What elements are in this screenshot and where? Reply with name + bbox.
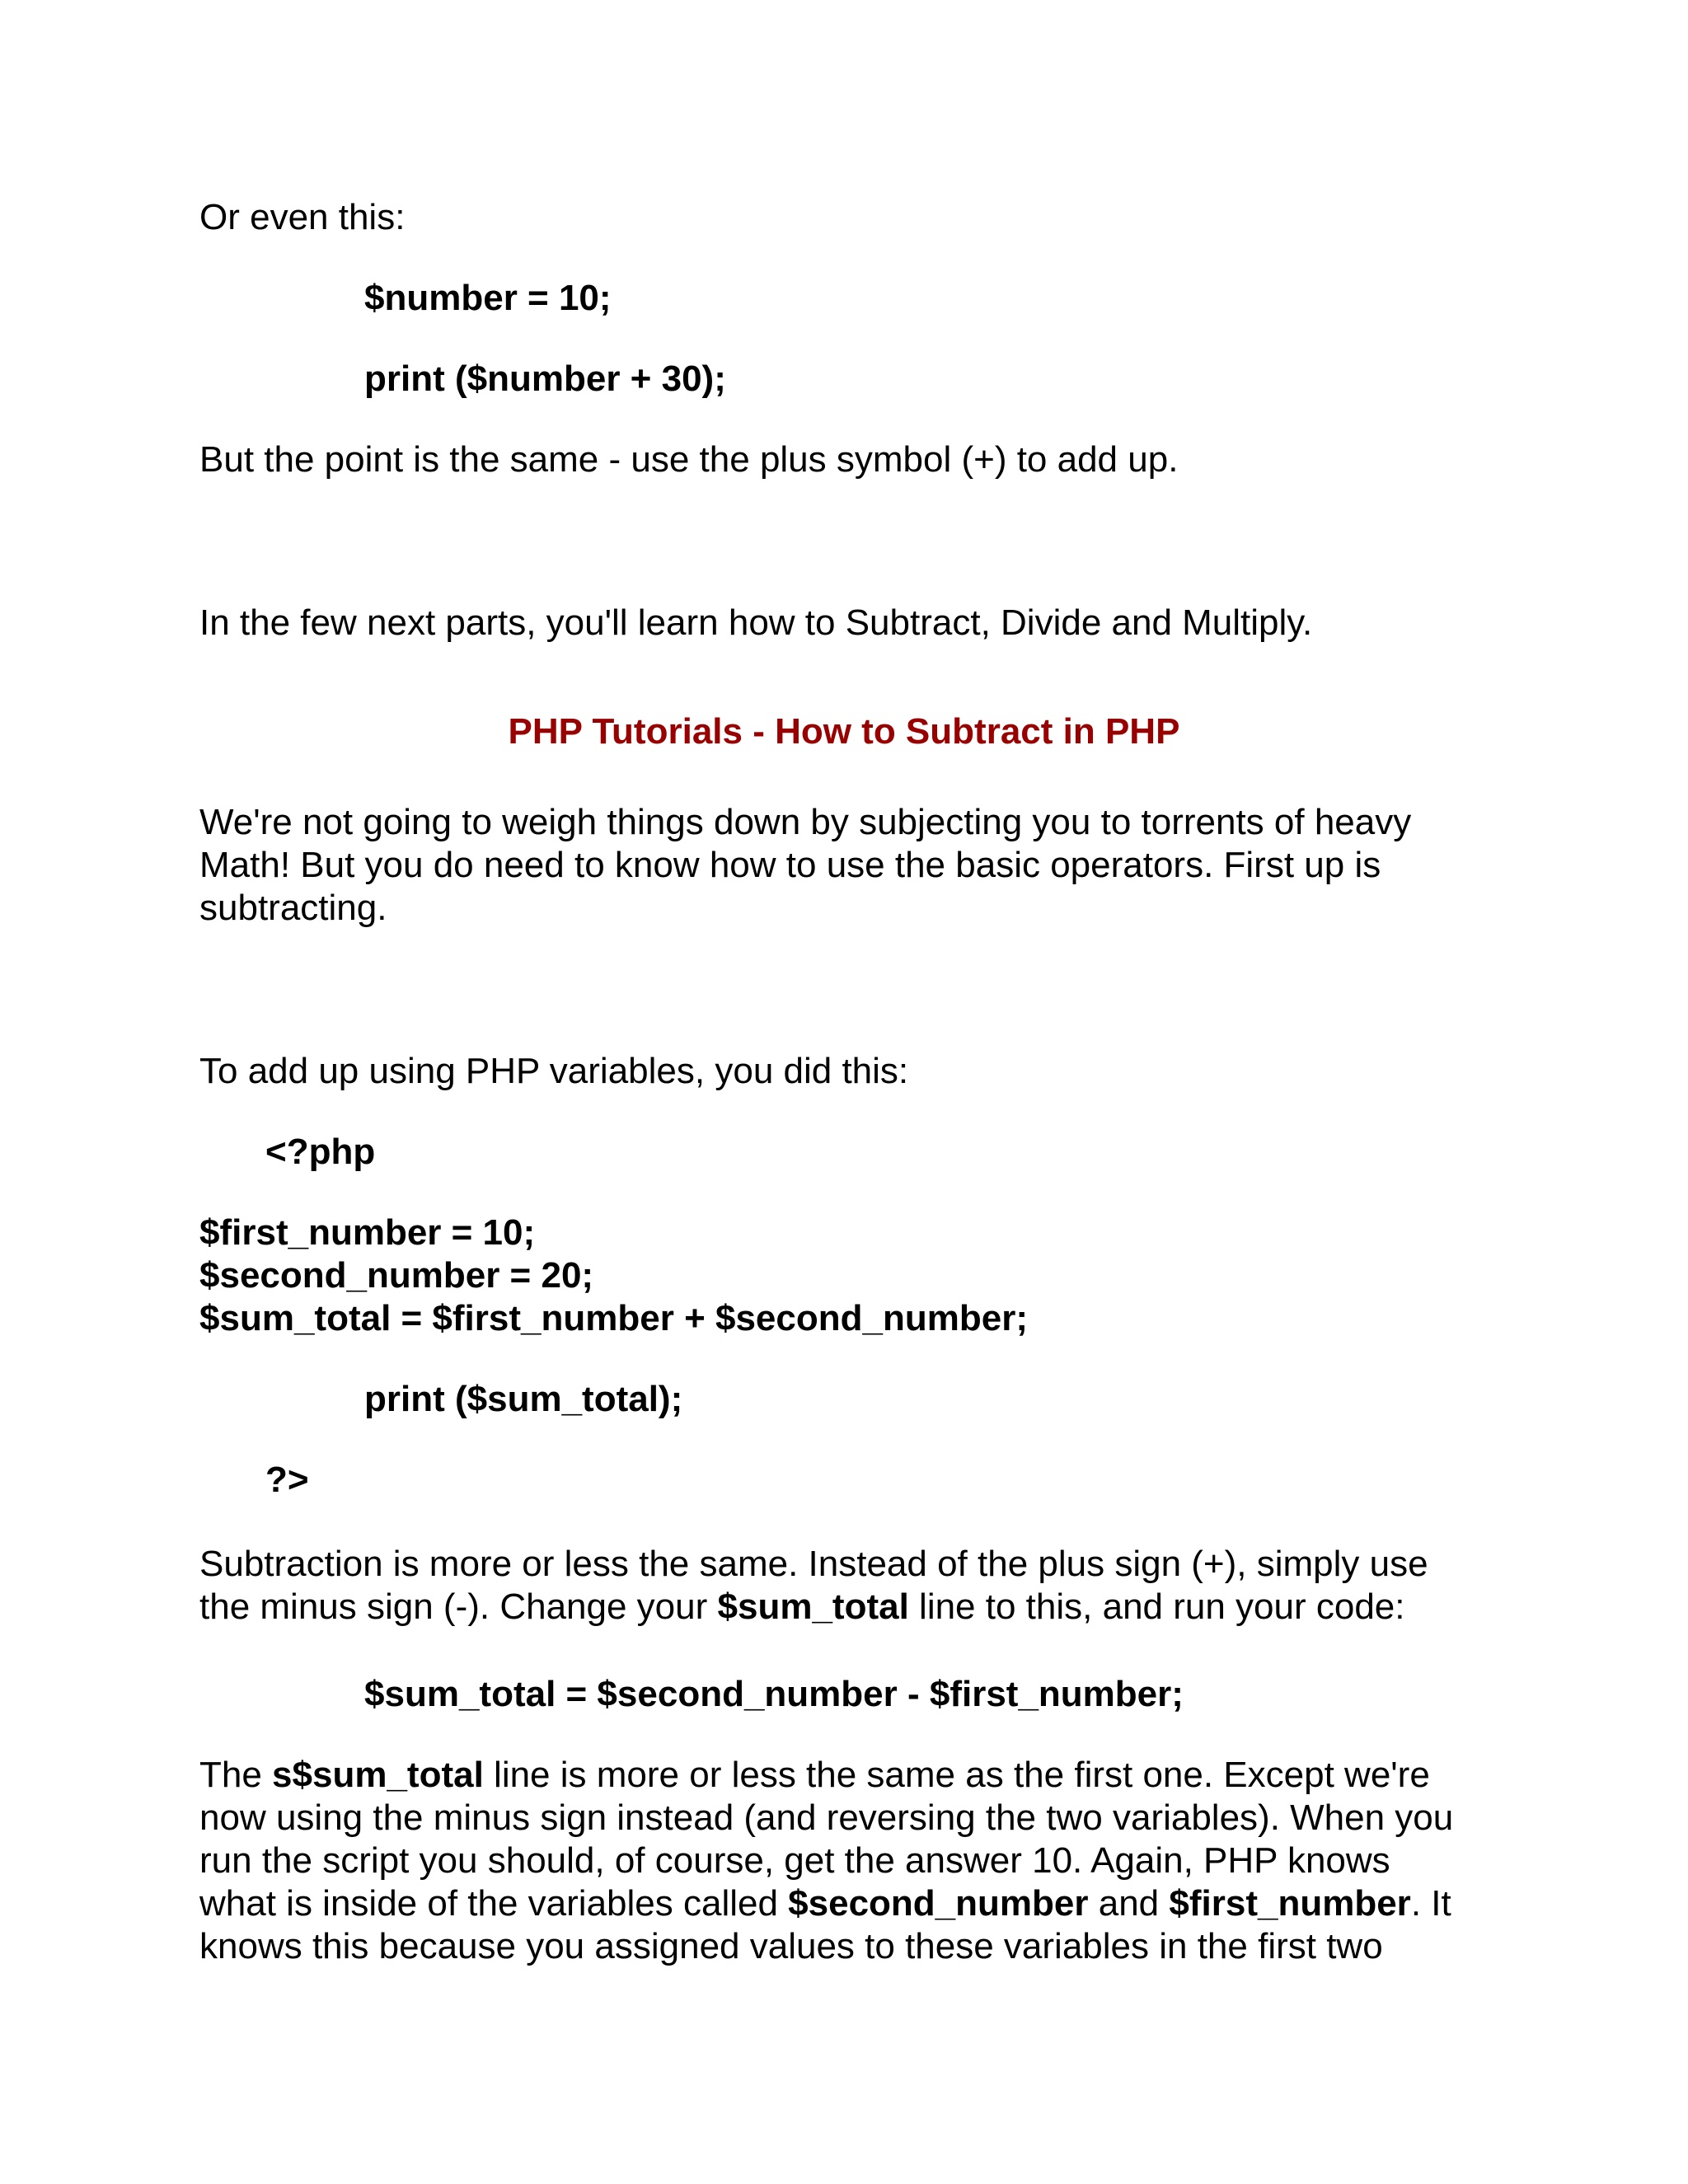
final-text: line is more or less the same as the first one. Except we're [483,1755,1430,1795]
final-para-line-2: now using the minus sign instead (and reversing the two variables). When you [199,1797,1454,1838]
sum-total-inline-code: $sum_total [717,1586,909,1627]
first-number-inline-code: $first_number [1169,1883,1411,1924]
code-subtract-line: $sum_total = $second_number - $first_number; [364,1674,1184,1714]
subtraction-line-1: Subtraction is more or less the same. Instead of the plus sign (+), simply use [199,1544,1428,1584]
final-para-line-4 [199,1882,1451,1925]
final-para-line-5: knows this because you assigned values to these variables in the first two [199,1926,1383,1966]
or-even-text: Or even this: [199,197,406,237]
paragraph-line: Math! But you do need to know how to use the basic operators. First up is [199,845,1381,885]
point-text: But the point is the same - use the plus symbol (+) to add up. [199,439,1179,480]
s-sum-total-inline-code: s$sum_total [272,1755,484,1795]
code-second-number: $second_number = 20; [199,1255,594,1296]
paragraph-line: We're not going to weigh things down by subjecting you to torrents of heavy [199,802,1412,842]
second-number-inline-code: $second_number [788,1883,1089,1924]
code-sum-total: $sum_total = $first_number + $second_number; [199,1298,1028,1338]
php-open-tag: <?php [265,1132,376,1172]
code-first-number: $first_number = 10; [199,1212,536,1253]
add-up-intro-text: To add up using PHP variables, you did this: [199,1051,909,1091]
next-parts-text: In the few next parts, you'll learn how to Subtract, Divide and Multiply. [199,602,1313,643]
code-print-number: print ($number + 30); [364,359,726,399]
final-text: The [199,1755,273,1795]
subtraction-text: the minus sign (-). Change your [199,1586,718,1627]
section-heading: PHP Tutorials - How to Subtract in PHP [508,711,1180,752]
final-text: and [1088,1883,1170,1924]
final-text: . It [1410,1883,1451,1924]
subtraction-line-2 [199,1586,1405,1629]
code-number-assign: $number = 10; [364,278,612,318]
code-print-sum: print ($sum_total); [364,1379,683,1419]
subtraction-text: line to this, and run your code: [908,1586,1405,1627]
paragraph-line: subtracting. [199,888,387,928]
final-para-line-3: run the script you should, of course, get the answer 10. Again, PHP knows [199,1840,1390,1881]
final-para-line-1 [199,1754,1430,1797]
final-text: what is inside of the variables called [199,1883,789,1924]
php-close-tag: ?> [265,1460,309,1500]
